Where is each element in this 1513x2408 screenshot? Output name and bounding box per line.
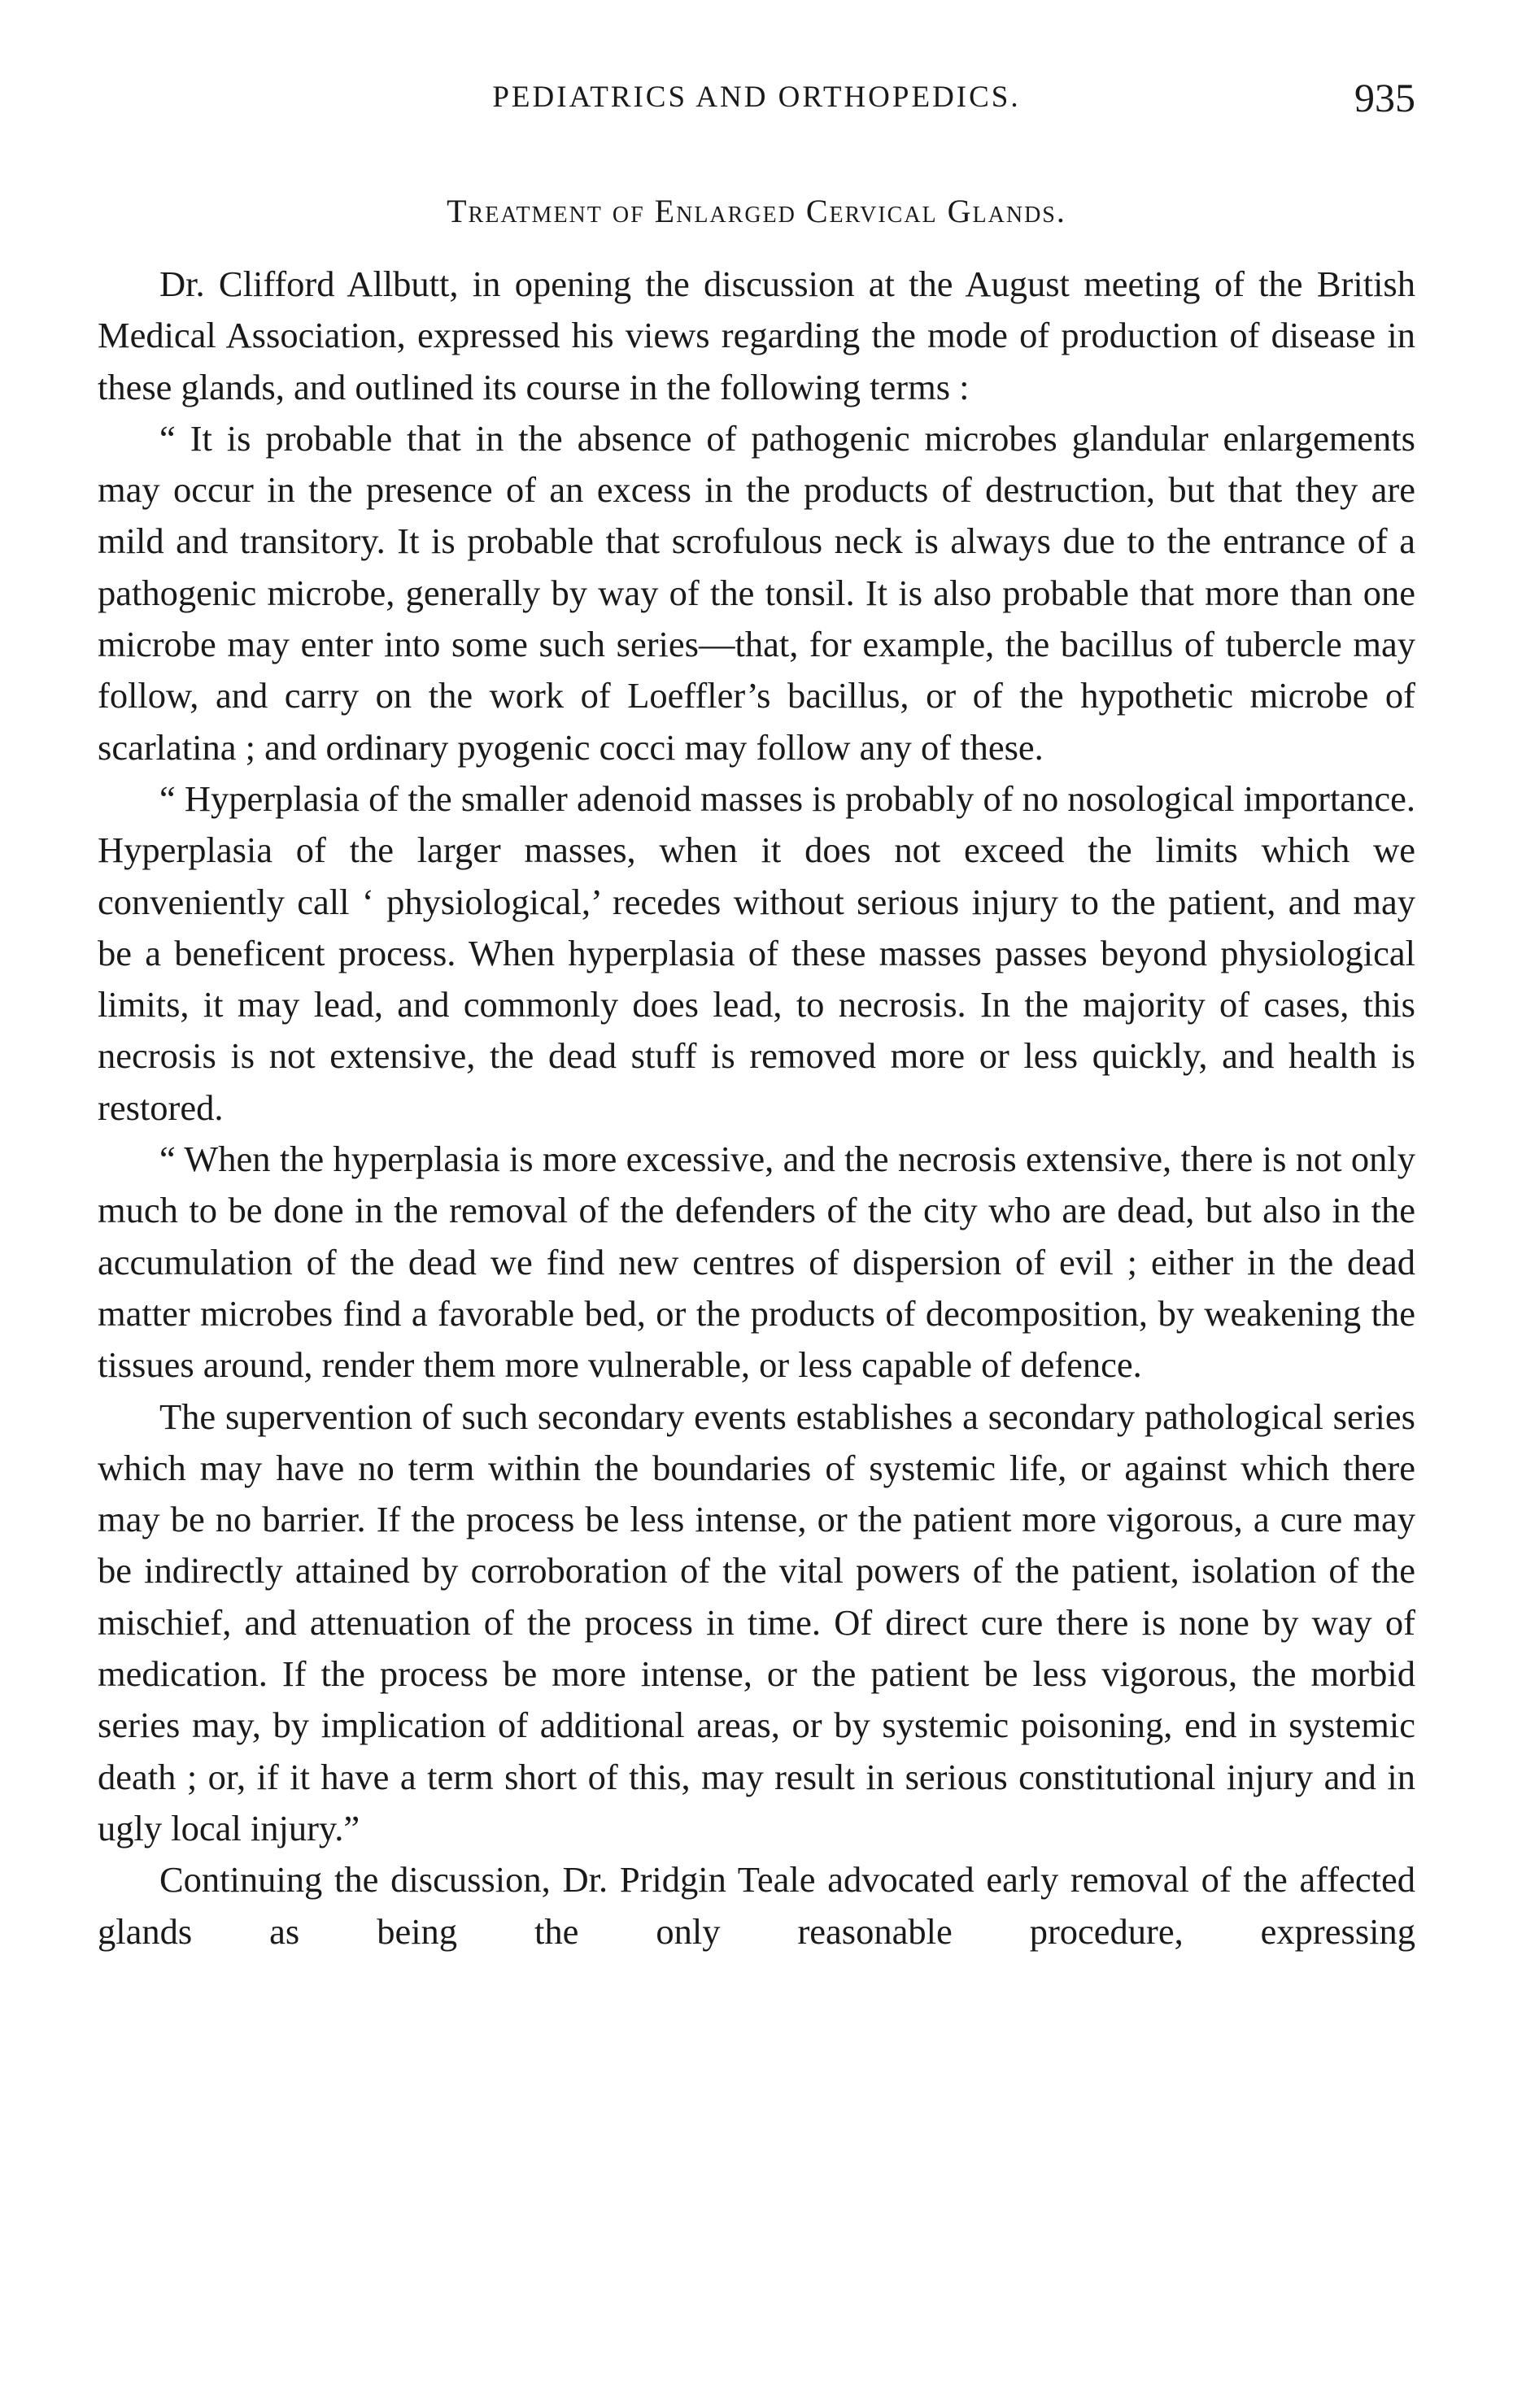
body-text (98, 259, 1415, 1957)
paragraph-4: “ When the hyperplasia is more excessive, and the necrosis extensive, there is not only much to be done in the removal of the defenders of the city who are dead, but also in the accumulation of the dead we find new centres of dispersion of evil ; either in the dead matter microbes find a favorable bed, or the products of decomposition, by weakening the tissues around, render them more vulnerable, or less capable of defence. (98, 1139, 1415, 1386)
running-head (98, 73, 1415, 122)
paragraph-3: “ Hyperplasia of the smaller adenoid masses is probably of no nosological importance. Hyperplasia of the larger masses, when it does not exceed the limits which we conveniently call ‘ physiological,’ recedes without serious injury to the patient, and may be a beneficent process. When hyperplasia of these masses passes beyond physiological limits, it may lead, and commonly does lead, to necrosis. In the majority of cases, this necrosis is not extensive, the dead stuff is removed more or less quickly, and health is restored. (98, 777, 1415, 1128)
paragraph-1: Dr. Clifford Allbutt, in opening the discussion at the August meeting of the British Medical Association, expressed his views regarding the mode of production of disease in these glands, and outlined its course in the following terms : (98, 263, 1415, 407)
paragraph-5: The supervention of such secondary events establishes a secondary pathological series which may have no term within the boundaries of systemic life, or against which there may be no barrier. If the process be less intense, or the patient more vigorous, a cure may be indirectly attained by corroboration of the vital powers of the patient, isolation of the mischief, and attenuation of the process in time. Of direct cure there is none by way of medication. If the process be more intense, or the patient be less vigorous, the morbid series may, by implication of additional areas, or by systemic poisoning, end in systemic death ; or, if it have a term short of this, may result in serious constitutional injury and in ugly local injury.” (98, 1396, 1415, 1848)
page-number: 935 (1354, 75, 1415, 120)
paragraph-2: “ It is probable that in the absence of pathogenic microbes glandular enlargements may occur in the presence of an excess in the products of destruction, but that they are mild and transitory. It is probable that scrofulous neck is always due to the entrance of a pathogenic microbe, generally by way of the tonsil. It is also probable that more than one microbe may enter into some such series—that, for example, the bacillus of tubercle may follow, and carry on the work of Loeffler’s bacillus, or of the hypothetic microbe of scarlatina ; and ordinary pyogenic cocci may follow any of these. (98, 417, 1415, 768)
section-title: Treatment of Enlarged Cervical Glands. (447, 193, 1066, 229)
running-title: PEDIATRICS AND ORTHOPEDICS. (492, 81, 1021, 114)
paragraph-6: Continuing the discussion, Dr. Pridgin Teale advocated early removal of the affected glands as being the only reasonable procedure, expressing (98, 1859, 1415, 1952)
